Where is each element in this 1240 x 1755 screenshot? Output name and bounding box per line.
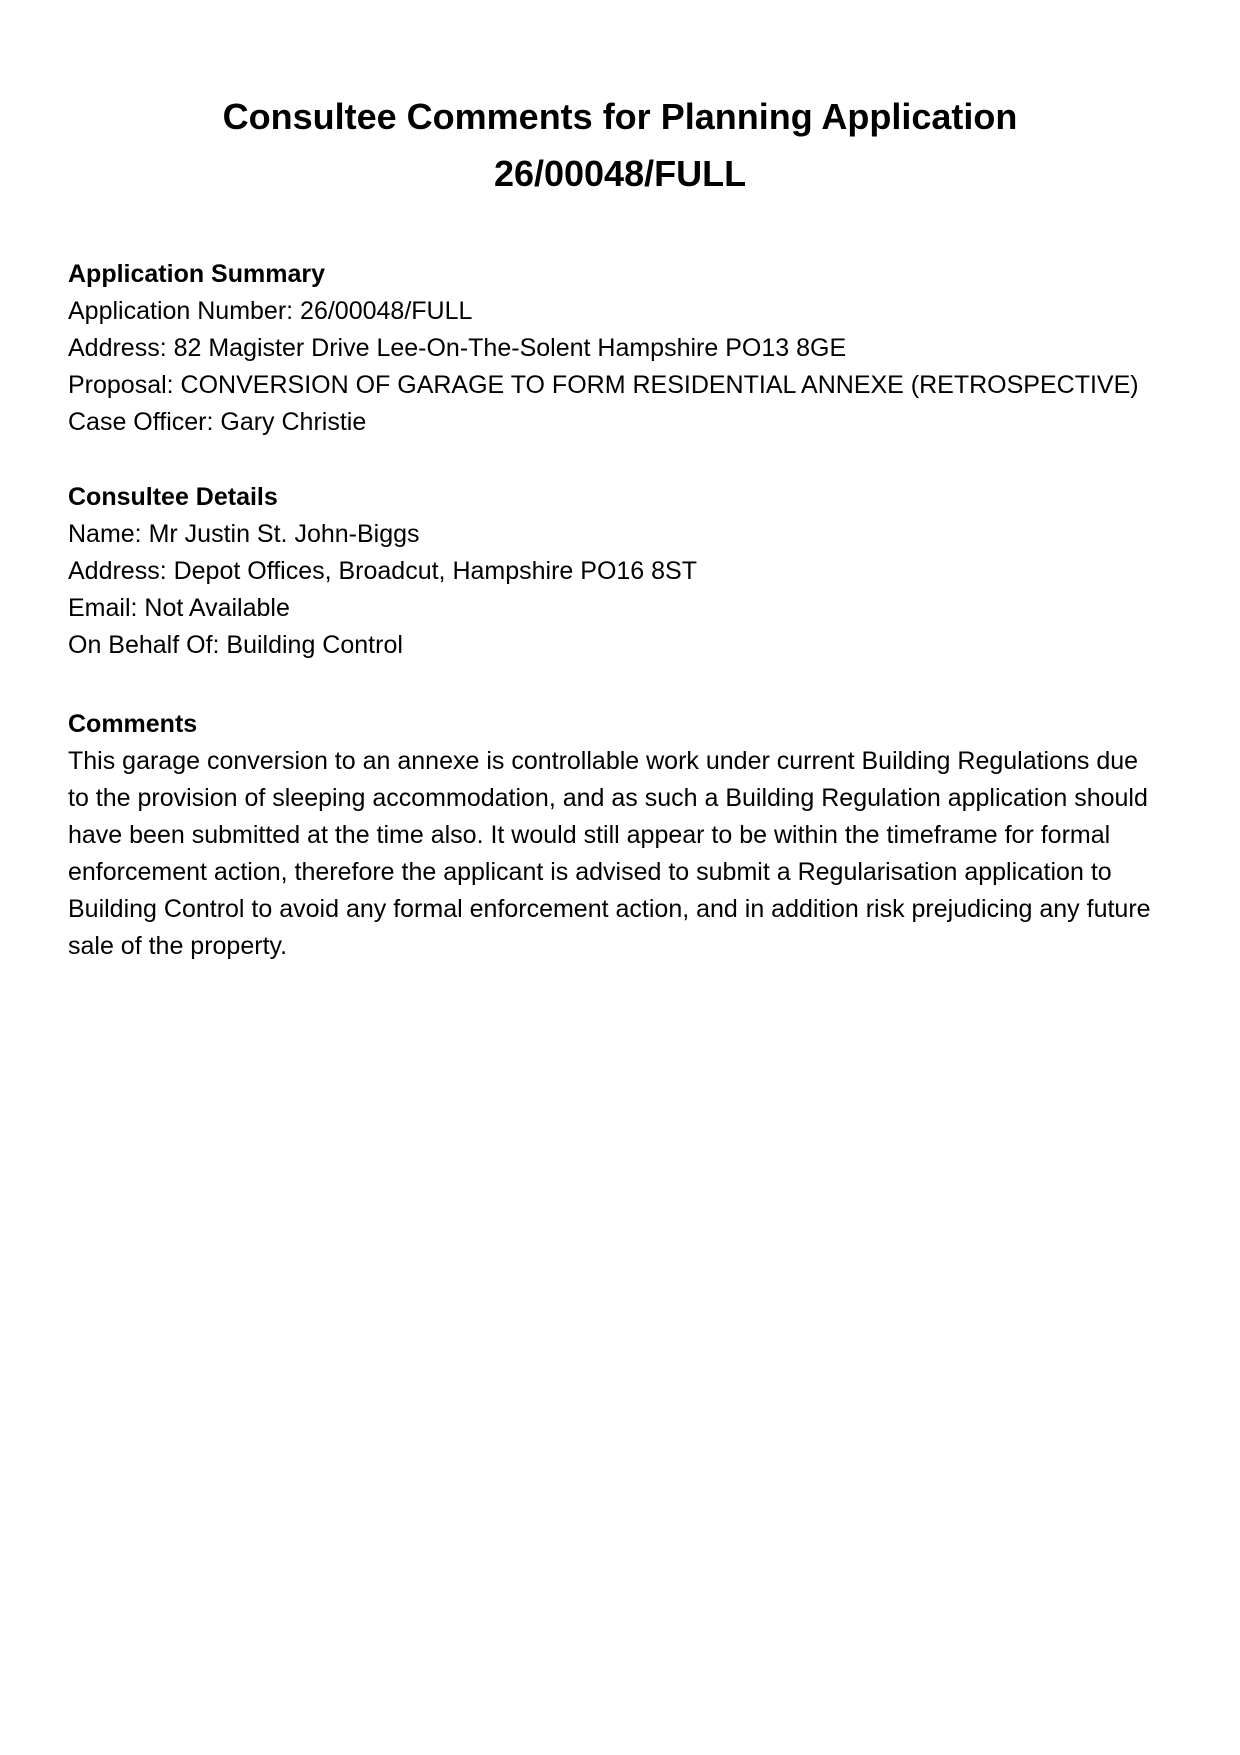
comment-text: This garage conversion to an annexe is controllable work under current Building Regulations due to the provision of sleeping accommodation, and as such a Building Regulation application should have been submitted at the time also. It would still appear to be within the timeframe for formal enforcement action, therefore the applicant is advised to submit a Regularisation application to Building Control to avoid any formal enforcement action, and in addition risk prejudicing any future sale of the property. [68, 747, 1151, 960]
field-proposal: Proposal: CONVERSION OF GARAGE TO FORM RESIDENTIAL ANNEXE (RETROSPECTIVE) [68, 371, 1139, 399]
consultee-details-section [68, 479, 1172, 664]
application-summary-section [68, 256, 1172, 441]
field-application-number: Application Number: 26/00048/FULL [68, 297, 473, 325]
application-summary-heading: Application Summary [68, 260, 325, 288]
field-consultee-email: Email: Not Available [68, 594, 290, 622]
consultee-details-heading: Consultee Details [68, 483, 278, 511]
page-title-line-1: Consultee Comments for Planning Application [222, 96, 1018, 137]
page-title-line-2: 26/00048/FULL [493, 153, 747, 194]
comments-heading: Comments [68, 710, 198, 738]
comments-section [68, 706, 1172, 965]
field-consultee-address: Address: Depot Offices, Broadcut, Hampshire PO16 8ST [68, 557, 697, 585]
field-case-officer: Case Officer: Gary Christie [68, 408, 367, 436]
field-consultee-name: Name: Mr Justin St. John-Biggs [68, 520, 420, 548]
field-application-address: Address: 82 Magister Drive Lee-On-The-Solent Hampshire PO13 8GE [68, 334, 847, 362]
field-on-behalf-of: On Behalf Of: Building Control [68, 631, 403, 659]
page-title [68, 88, 1172, 202]
